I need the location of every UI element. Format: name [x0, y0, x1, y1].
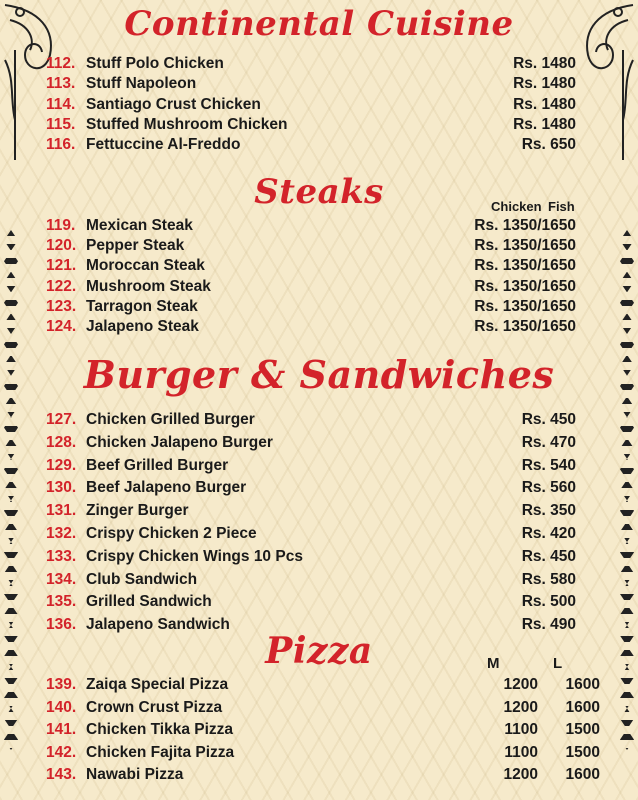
item-name: Stuff Napoleon — [86, 75, 197, 93]
item-name: Crispy Chicken 2 Piece — [86, 525, 257, 542]
menu-item-row — [46, 318, 586, 338]
item-number: 114. — [46, 95, 76, 113]
menu-item-row — [46, 278, 586, 298]
menu-item-row — [46, 593, 586, 613]
item-price: Rs. 540 — [521, 456, 576, 474]
item-price: Rs. 580 — [521, 570, 576, 588]
menu-item-row — [46, 136, 586, 156]
item-number: 135. — [46, 593, 77, 611]
section-title-continental: Continental Cuisine — [124, 4, 514, 44]
menu-item-row — [46, 721, 600, 741]
item-price: Rs. 1480 — [513, 55, 576, 72]
item-name: Stuffed Mushroom Chicken — [86, 115, 288, 133]
section-title-steaks: Steaks — [254, 172, 384, 212]
item-name: Pepper Steak — [86, 237, 185, 255]
item-price: Rs. 1350/1650 — [474, 318, 576, 335]
item-name: Jalapeno Sandwich — [86, 616, 230, 634]
item-price-large: 1600 — [565, 766, 600, 784]
item-name: Chicken Fajita Pizza — [86, 743, 235, 761]
item-price: Rs. 560 — [521, 479, 576, 497]
menu-item-row — [46, 502, 586, 522]
item-price: Rs. 1480 — [513, 95, 576, 113]
menu-item-row — [46, 743, 600, 764]
menu-item-row — [46, 676, 600, 696]
item-name: Mushroom Steak — [86, 277, 211, 295]
menu-item-row — [46, 525, 586, 545]
item-price: Rs. 490 — [521, 616, 576, 634]
item-number: 134. — [46, 570, 77, 588]
item-name: Crown Crust Pizza — [86, 698, 223, 716]
item-number: 141. — [46, 721, 77, 739]
item-number: 116. — [46, 136, 76, 154]
frame-line-right — [622, 50, 624, 160]
menu-item-row — [46, 457, 586, 477]
column-header-chicken: Chicken — [491, 199, 542, 214]
item-number: 120. — [46, 237, 77, 255]
menu-item-row — [46, 96, 586, 116]
item-number: 130. — [46, 479, 77, 497]
item-price: Rs. 650 — [521, 136, 576, 154]
item-price: Rs. 350 — [521, 502, 576, 520]
menu-item-row — [46, 116, 586, 136]
column-header-large: L — [553, 655, 563, 672]
item-name: Beef Grilled Burger — [86, 456, 229, 474]
item-name: Crispy Chicken Wings 10 Pcs — [86, 547, 303, 565]
item-price-medium: 1200 — [503, 698, 538, 716]
item-price: Rs. 470 — [521, 433, 576, 451]
menu-item-row — [46, 548, 586, 568]
section-title-pizza: Pizza — [265, 630, 373, 672]
menu-item-row — [46, 698, 600, 719]
item-price-large: 1600 — [565, 676, 600, 693]
menu-item-row — [46, 571, 586, 591]
diamond-border-left — [4, 230, 18, 750]
item-name: Club Sandwich — [86, 570, 198, 588]
column-header-medium: M — [487, 655, 500, 672]
item-number: 123. — [46, 297, 77, 315]
item-number: 122. — [46, 277, 77, 295]
item-number: 127. — [46, 411, 77, 428]
item-price: Rs. 1480 — [513, 115, 576, 133]
section-title-burgers: Burger & Sandwiches — [83, 352, 555, 397]
item-number: 115. — [46, 115, 76, 133]
item-price: Rs. 1350/1650 — [474, 257, 576, 275]
item-name: Moroccan Steak — [86, 257, 205, 275]
menu-item-row — [46, 237, 586, 257]
item-number: 132. — [46, 525, 77, 542]
item-price: Rs. 1350/1650 — [474, 237, 576, 255]
item-number: 143. — [46, 766, 77, 784]
item-number: 124. — [46, 318, 77, 335]
item-price: Rs. 1480 — [513, 75, 576, 93]
item-name: Nawabi Pizza — [86, 766, 184, 784]
item-name: Fettuccine Al-Freddo — [86, 136, 241, 154]
item-name: Grilled Sandwich — [86, 593, 212, 611]
menu-item-row — [46, 479, 586, 499]
item-number: 129. — [46, 456, 77, 474]
menu-item-row — [46, 217, 586, 237]
item-number: 121. — [46, 257, 77, 275]
item-name: Beef Jalapeno Burger — [86, 479, 247, 497]
menu-item-row — [46, 75, 586, 95]
item-number: 113. — [46, 75, 76, 93]
item-name: Tarragon Steak — [86, 297, 198, 315]
frame-line-left — [14, 50, 16, 160]
item-number: 131. — [46, 502, 77, 520]
item-name: Chicken Jalapeno Burger — [86, 433, 273, 451]
item-name: Santiago Crust Chicken — [86, 95, 261, 113]
menu-item-row — [46, 434, 586, 454]
item-price-large: 1500 — [565, 743, 600, 761]
item-price: Rs. 420 — [521, 525, 576, 542]
item-number: 128. — [46, 433, 77, 451]
item-price: Rs. 1350/1650 — [474, 277, 576, 295]
item-number: 112. — [46, 55, 76, 72]
item-price: Rs. 1350/1650 — [474, 217, 576, 234]
item-number: 140. — [46, 698, 77, 716]
menu-item-row — [46, 411, 586, 431]
item-price-large: 1600 — [565, 698, 600, 716]
column-header-fish: Fish — [548, 199, 575, 214]
item-name: Stuff Polo Chicken — [86, 55, 224, 72]
item-price-medium: 1100 — [504, 721, 538, 739]
menu-item-row — [46, 298, 586, 318]
menu-item-row — [46, 257, 586, 277]
diamond-border-right — [620, 230, 634, 750]
item-name: Jalapeno Steak — [86, 318, 199, 335]
item-price: Rs. 450 — [521, 411, 576, 428]
item-name: Zaiqa Special Pizza — [86, 676, 229, 693]
item-price: Rs. 450 — [521, 547, 576, 565]
item-number: 136. — [46, 616, 77, 634]
item-price-medium: 1200 — [503, 676, 538, 693]
menu-item-row — [46, 766, 600, 786]
item-number: 133. — [46, 547, 77, 565]
item-price-large: 1500 — [565, 721, 600, 739]
item-price: Rs. 500 — [521, 593, 576, 611]
menu-item-row — [46, 55, 586, 75]
item-price-medium: 1200 — [503, 766, 538, 784]
item-number: 139. — [46, 676, 77, 693]
item-price-medium: 1100 — [504, 743, 538, 761]
item-name: Mexican Steak — [86, 217, 193, 234]
item-number: 142. — [46, 743, 77, 761]
item-name: Chicken Grilled Burger — [86, 411, 255, 428]
item-name: Zinger Burger — [86, 502, 189, 520]
item-name: Chicken Tikka Pizza — [86, 721, 234, 739]
item-number: 119. — [46, 217, 76, 234]
item-price: Rs. 1350/1650 — [474, 297, 576, 315]
